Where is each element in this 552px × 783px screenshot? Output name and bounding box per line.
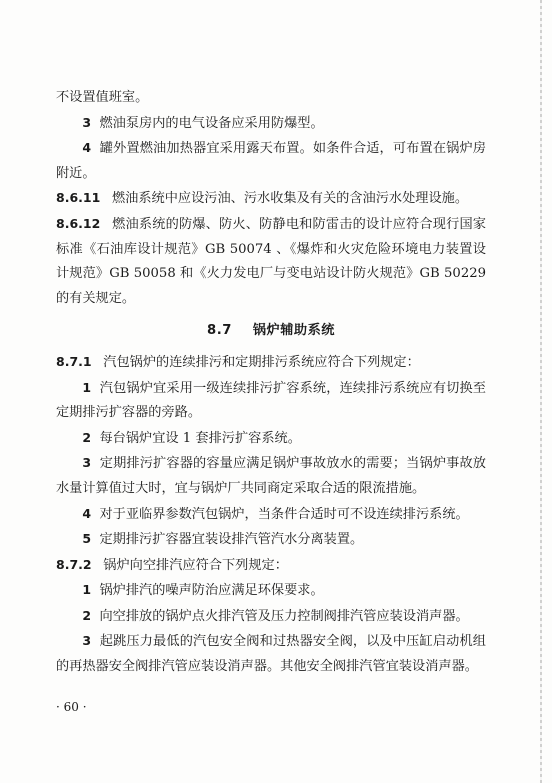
item-number: 3	[82, 633, 92, 649]
list-item	[56, 451, 486, 501]
section-heading	[56, 319, 486, 344]
paragraph-text: 不设置值班室。	[56, 90, 149, 105]
clause-text: 汽包锅炉的连续排污和定期排污系统应符合下列规定：	[103, 354, 420, 370]
clause	[56, 350, 486, 376]
clause-text: 燃油系统的防爆、防火、防静电和防雷击的设计应符合现行国家标准《石油库设计规范》GB 50074 、《爆炸和火灾危险环境电力装置设计规范》GB 50058 和《火力发电厂与变电站设计防火规范》GB 50229 的有关规定。	[56, 216, 486, 306]
item-text: 起跳压力最低的汽包安全阀和过热器安全阀，以及中压缸启动机组的再热器安全阀排汽管应装设消声器。其他安全阀排汽管宜装设消声器。	[56, 634, 486, 675]
list-item	[56, 136, 486, 186]
item-text: 燃油泵房内的电气设备应采用防爆型。	[99, 115, 324, 131]
section-number: 8.7	[207, 323, 232, 339]
clause-number: 8.7.1	[56, 353, 92, 369]
item-text: 罐外置燃油加热器宜采用露天布置。如条件合适，可布置在锅炉房附近。	[56, 141, 486, 181]
page-edge-divider	[540, 0, 542, 783]
clause-number: 8.6.11	[56, 190, 101, 206]
item-number: 1	[82, 379, 92, 395]
item-number: 3	[82, 455, 92, 471]
clause	[56, 212, 486, 311]
section-title: 锅炉辅助系统	[252, 323, 335, 339]
list-item	[56, 527, 486, 553]
clause-number: 8.6.12	[56, 215, 101, 231]
page-number: · 60 ·	[56, 700, 87, 714]
paragraph-continuation	[56, 86, 486, 111]
list-item	[56, 502, 486, 528]
list-item	[56, 578, 486, 604]
list-item	[56, 426, 486, 452]
item-text: 锅炉排汽的噪声防治应满足环保要求。	[99, 583, 324, 599]
list-item	[56, 604, 486, 630]
item-text: 向空排放的锅炉点火排汽管及压力控制阀排汽管应装设消声器。	[99, 608, 469, 624]
clause-number: 8.7.2	[56, 556, 92, 572]
clause	[56, 553, 486, 579]
item-text: 定期排污扩容器的容量应满足锅炉事故放水的需要；当锅炉事故放水量计算值过大时，宜与锅炉厂共同商定采取合适的限流措施。	[56, 456, 486, 496]
item-text: 汽包锅炉宜采用一级连续排污扩容系统，连续排污系统应有切换至定期排污扩容器的旁路。	[56, 380, 486, 421]
item-number: 3	[82, 114, 92, 130]
item-text: 对于亚临界参数汽包锅炉，当条件合适时可不设连续排污系统。	[99, 506, 469, 522]
item-number: 1	[82, 582, 92, 598]
clause	[56, 186, 486, 212]
list-item	[56, 376, 486, 426]
item-text: 每台锅炉宜设 1 套排污扩容系统。	[99, 430, 301, 446]
item-number: 4	[82, 505, 92, 521]
item-number: 5	[82, 531, 92, 547]
clause-text: 锅炉向空排汽应符合下列规定：	[103, 557, 288, 573]
clause-text: 燃油系统中应设污油、污水收集及有关的含油污水处理设施。	[112, 191, 469, 207]
item-number: 2	[82, 429, 92, 445]
item-number: 2	[82, 607, 92, 623]
document-body	[56, 86, 486, 680]
list-item	[56, 629, 486, 679]
item-number: 4	[82, 140, 92, 156]
list-item	[56, 111, 486, 137]
item-text: 定期排污扩容器宜装设排汽管汽水分离装置。	[99, 532, 364, 548]
